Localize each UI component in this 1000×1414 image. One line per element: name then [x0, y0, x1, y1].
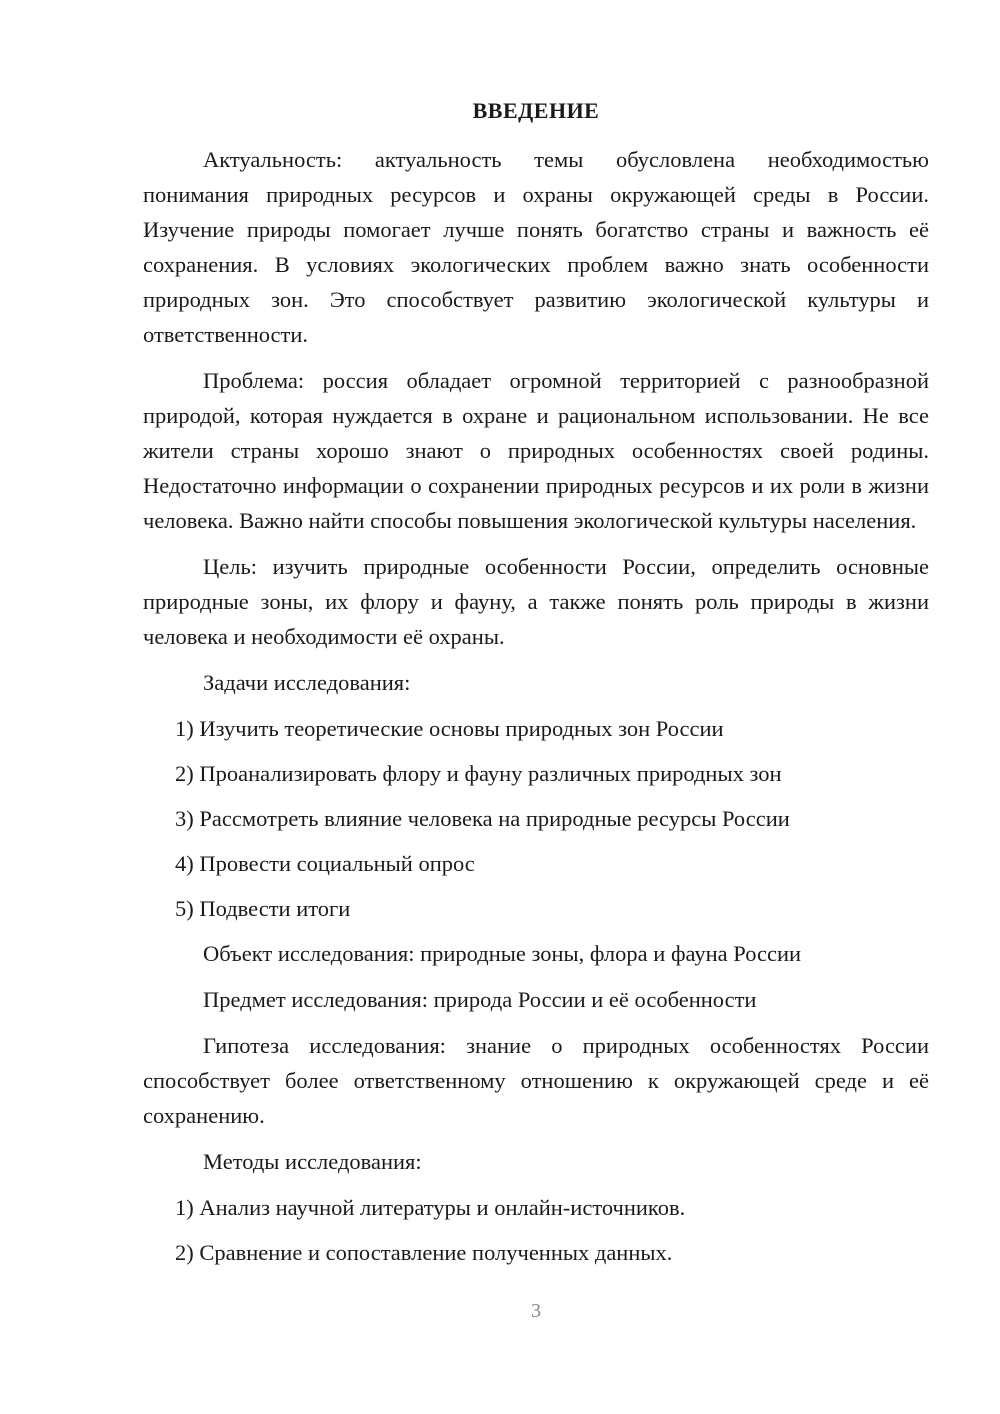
relevance-paragraph: Актуальность: актуальность темы обусловлена необходимостью понимания природных ресурсов и охраны окружающей среды в России. Изучение природы помогает лучше понять богатство страны и важность её сохранения. В условиях экологических проблем важно знать особенности природных зон. Это способствует развитию экологической культуры и ответственности.	[143, 147, 929, 347]
page-number: 3	[531, 1300, 541, 1322]
method-item: 1) Анализ научной литературы и онлайн-источников.	[175, 1195, 686, 1220]
goal-paragraph: Цель: изучить природные особенности России, определить основные природные зоны, их флору и фауну, а также понять роль природы в жизни человека и необходимости её охраны.	[143, 554, 929, 649]
document-page	[143, 93, 929, 1280]
task-item: 2) Проанализировать флору и фауну различных природных зон	[175, 761, 782, 786]
task-item: 5) Подвести итоги	[175, 896, 351, 921]
subject-paragraph: Предмет исследования: природа России и её особенности	[203, 987, 757, 1012]
task-item: 4) Провести социальный опрос	[175, 851, 475, 876]
hypothesis-paragraph: Гипотеза исследования: знание о природных особенностях России способствует более ответственному отношению к окружающей среде и её сохранению.	[143, 1033, 929, 1128]
method-item: 2) Сравнение и сопоставление полученных данных.	[175, 1240, 673, 1265]
problem-paragraph: Проблема: россия обладает огромной территорией с разнообразной природой, которая нуждается в охране и рациональном использовании. Не все жители страны хорошо знают о природных особенностях своей родины. Недостаточно информации о сохранении природных ресурсов и их роли в жизни человека. Важно найти способы повышения экологической культуры населения.	[143, 368, 929, 533]
task-item: 3) Рассмотреть влияние человека на природные ресурсы России	[175, 806, 790, 831]
task-item: 1) Изучить теоретические основы природных зон России	[175, 716, 724, 741]
page-title: ВВЕДЕНИЕ	[472, 98, 600, 123]
object-paragraph: Объект исследования: природные зоны, флора и фауна России	[203, 941, 802, 966]
tasks-heading: Задачи исследования:	[203, 670, 411, 695]
methods-heading: Методы исследования:	[203, 1149, 422, 1174]
